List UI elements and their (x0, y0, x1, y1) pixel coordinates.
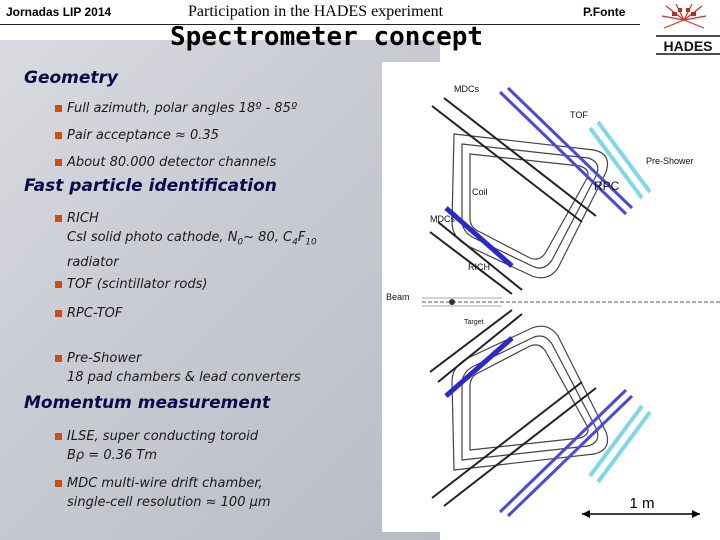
label-mdcs-top: MDCs (454, 84, 479, 94)
label-coil: Coil (472, 187, 488, 197)
header-talk-title: Participation in the HADES experiment (188, 3, 444, 20)
bullet-icon (55, 215, 62, 222)
bullet-ilse: ILSE, super conducting toroid Bρ = 0.36 Tm (67, 427, 258, 465)
scale-label: 1 m (629, 495, 655, 512)
bullet-icon (55, 159, 62, 166)
bullet-geometry-acceptance: Pair acceptance ≈ 0.35 (67, 126, 219, 145)
label-tof: TOF (570, 110, 588, 120)
heading-geometry: Geometry (24, 68, 118, 88)
label-rpc: RPC (594, 179, 620, 193)
logo-text: HADES (663, 38, 713, 54)
bullet-icon (55, 281, 62, 288)
bullet-icon (55, 433, 62, 440)
heading-pid: Fast particle identification (24, 176, 277, 196)
bullet-icon (55, 132, 62, 139)
header-event: Jornadas LIP 2014 (6, 5, 112, 19)
bullet-geometry-azimuth: Full azimuth, polar angles 18º - 85º (67, 99, 297, 118)
bullet-rich: RICH CsI solid photo cathode, $N_0\sim$ 80, $C_4F_{10}$ radiator (67, 209, 317, 272)
bullet-tof: TOF (scintillator rods) (67, 275, 207, 294)
slide-title: Spectrometer concept (170, 22, 484, 52)
label-beam: Beam (386, 292, 410, 302)
label-rich: RICH (468, 262, 490, 272)
bullet-mdc: MDC multi-wire drift chamber, single-cell resolution ≈ 100 μm (67, 474, 271, 512)
bullet-icon (55, 310, 62, 317)
hades-logo (648, 2, 720, 58)
label-preshower: Pre-Shower (646, 156, 694, 166)
label-mdcs-mid: MDCs (430, 214, 455, 224)
bullet-rpc: RPC-TOF (67, 304, 122, 323)
bullet-icon (55, 105, 62, 112)
bullet-icon (55, 355, 62, 362)
label-target: Target (464, 319, 484, 326)
bullet-preshower: Pre-Shower 18 pad chambers & lead converters (67, 349, 301, 387)
heading-momentum: Momentum measurement (24, 393, 271, 413)
bullet-icon (55, 480, 62, 487)
header-author: P.Fonte (583, 5, 626, 19)
bullet-geometry-channels: About 80.000 detector channels (67, 153, 276, 172)
spectrometer-diagram (382, 62, 720, 532)
